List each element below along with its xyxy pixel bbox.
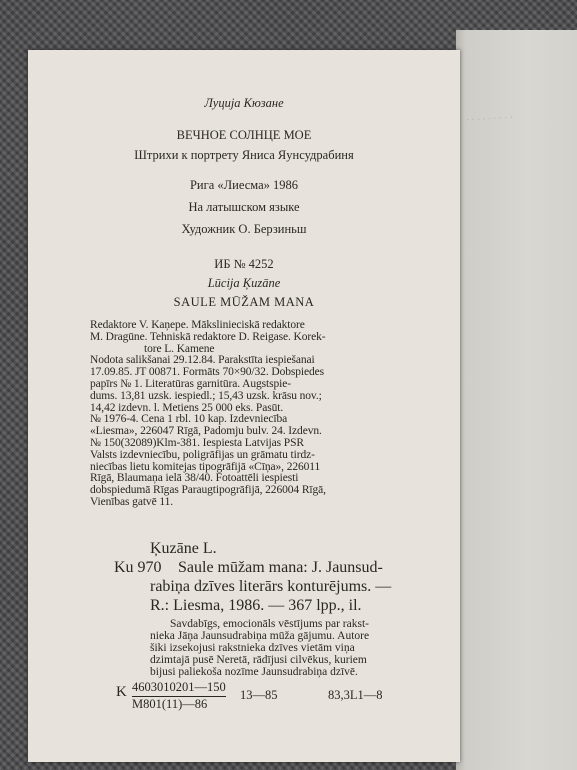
imprint-line: «Liesma», 226047 Rīgā, Padomju bulv. 24. Izdevn. <box>90 425 322 438</box>
ib-number: ИБ № 4252 <box>214 257 274 271</box>
latvian-author: Lūcija Ķuzāne <box>207 276 281 290</box>
russian-author: Луција Кюзане <box>204 96 284 110</box>
book-page <box>28 50 460 762</box>
facing-page <box>456 30 577 770</box>
imprint-line: tore L. Kamene <box>144 342 215 355</box>
card-entry-line: Saule mūžam mana: J. Jaunsud- <box>178 559 383 576</box>
imprint-line: Redaktore V. Kaņepe. Mākslinieciskā redaktore <box>90 319 305 331</box>
imprint-line: № 150(32089)Klm-381. Iespiesta Latvijas PSR <box>90 436 304 449</box>
card-author-heading: Ķuzāne L. <box>150 540 217 557</box>
imprint-line: Valsts izdevniecību, poligrāfijas un grāmatu tirdz- <box>90 448 315 461</box>
card-entry-line: R.: Liesma, 1986. — 367 lpp., il. <box>150 597 362 614</box>
russian-publisher: Рига «Лиесма» 1986 <box>189 178 298 192</box>
card-annotation-line: dzimtajā pusē Neretā, rādījusi cilvēkus, kuriem <box>150 654 367 666</box>
imprint-line: 17.09.85. JT 00871. Formāts 70×90/32. Dobspiedes <box>90 366 325 379</box>
imprint-block <box>90 320 410 509</box>
card-code-bottom: M801(11)—86 <box>132 697 208 711</box>
imprint-line: dums. 13,81 uzsk. iespiedl.; 15,43 uzsk. krāsu nov.; <box>90 389 322 402</box>
show-through-text: . . . . . . . . . <box>465 108 514 124</box>
card-annotation-line: šiki izsekojusi rakstnieka dzīves vietām viņa <box>150 642 355 654</box>
imprint-line: 14,42 izdevn. l. Metiens 25 000 eks. Pasūt. <box>90 401 284 414</box>
card-annotation-line: Savdabīgs, emocionāls vēstījums par rakst- <box>170 618 369 630</box>
imprint-line: dobspiedumā Rīgas Paraugtipogrāfijā, 226004 Rīgā, <box>90 484 326 497</box>
card-code-top: 4603010201—150 <box>132 680 226 697</box>
imprint-line: Nodota salikšanai 29.12.84. Parakstīta iespiešanai <box>90 354 315 367</box>
card-code-mid: 13—85 <box>240 688 278 702</box>
imprint-line: papīrs № 1. Literatūras garnitūra. Augstspie- <box>90 377 291 390</box>
imprint-line: Vienības gatvē 11. <box>90 495 173 508</box>
imprint-line: Rīgā, Blaumaņa ielā 38/40. Fotoattēli iespiesti <box>90 472 299 485</box>
card-bbk: 83,3L1—8 <box>328 688 383 702</box>
latvian-title: SAULE MŪŽAM MANA <box>173 295 315 309</box>
card-annotation-line: nieka Jāņa Jaunsudrabiņa mūža gājumu. Autore <box>150 630 370 642</box>
russian-title: ВЕЧНОЕ СОЛНЦЕ МОЕ <box>176 128 312 142</box>
card-k-letter: K <box>116 684 127 700</box>
card-call-number: Ku 970 <box>114 559 162 576</box>
imprint-line: № 1976-4. Cena 1 rbl. 10 kap. Izdevniecība <box>90 413 288 426</box>
russian-artist: Художник О. Берзиньш <box>181 222 307 236</box>
card-entry-line: rabiņa dzīves literārs konturējums. — <box>150 578 392 595</box>
russian-language-note: На латышском языке <box>188 200 300 214</box>
imprint-line: M. Dragūne. Tehniskā redaktore D. Reigase. Korek- <box>90 330 326 343</box>
card-annotation-line: bijusi paliekoša nozīme Jaunsudrabiņa dzīvē. <box>150 666 358 678</box>
russian-subtitle: Штрихи к портрету Яниса Яунсудрабиня <box>134 148 354 162</box>
imprint-line: niecības lietu komitejas tipogrāfijā «Cīņa», 226011 <box>90 460 321 473</box>
